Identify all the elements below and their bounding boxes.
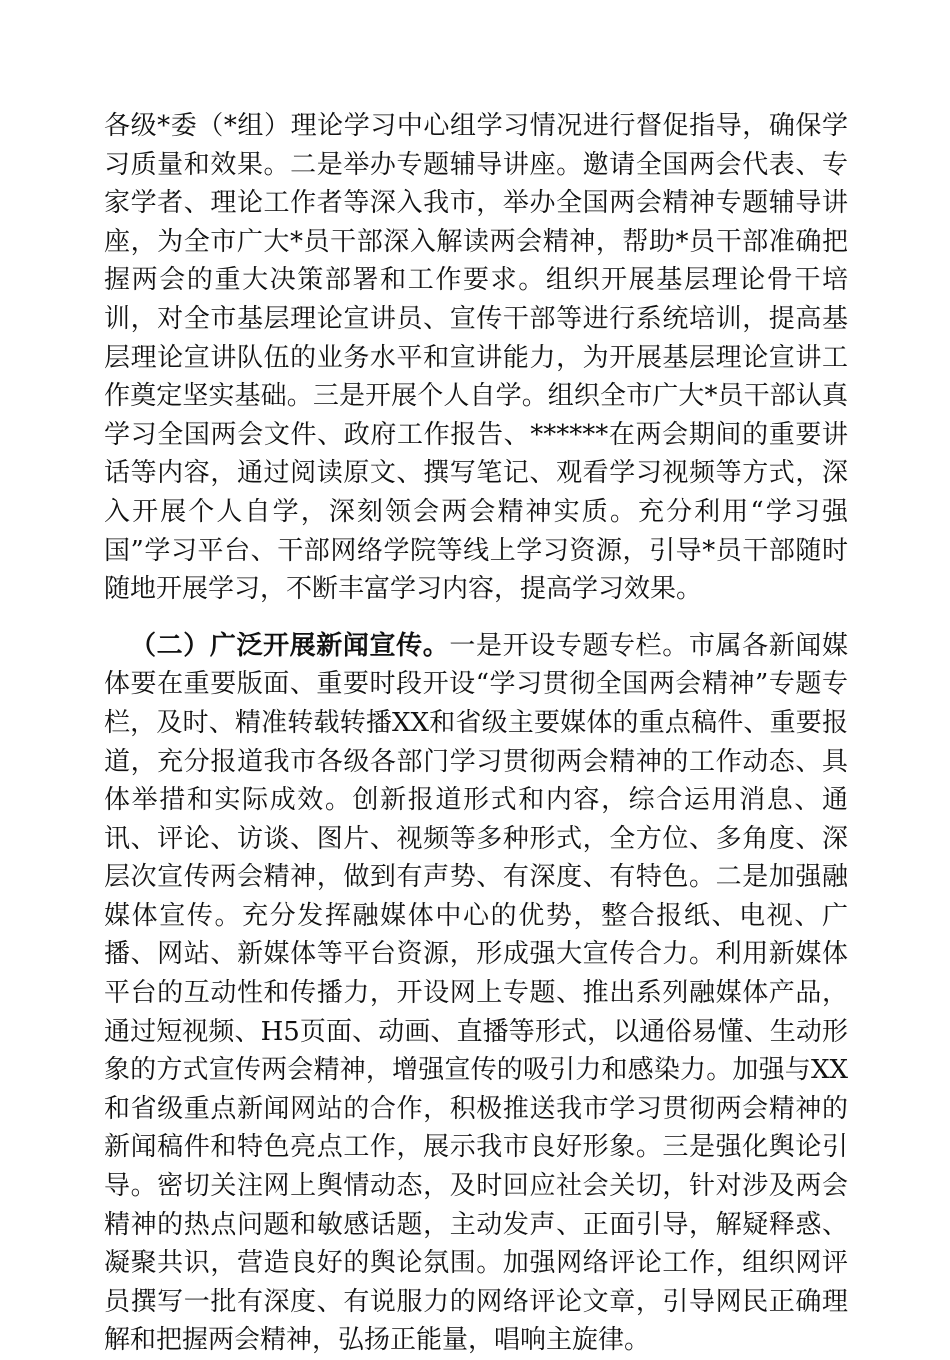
section-heading: （二）广泛开展新闻宣传。 — [130, 630, 450, 661]
paragraph-body: 一是开设专题专栏。市属各新闻媒体要在重要版面、重要时段开设“学习贯彻全国两会精神”专题专栏，及时、精准转载转播XX和省级主要媒体的重点稿件、重要报道，充分报道我市各级各部门学习贯彻两会精神的工作动态、具体举措和实际成效。创新报道形式和内容，综合运用消息、通讯、评论、访谈、图片、视频等多种形式，全方位、多角度、深层次宣传两会精神，做到有声势、有深度、有特色。二是加强融媒体宣传。充分发挥融媒体中心的优势，整合报纸、电视、广播、网站、新媒体等平台资源，形成强大宣传合力。利用新媒体平台的互动性和传播力，开设网上专题、推出系列融媒体产品，通过短视频、H5页面、动画、直播等形式，以通俗易懂、生动形象的方式宣传两会精神，增强宣传的吸引力和感染力。加强与XX和省级重点新闻网站的合作，积极推送我市学习贯彻两会精神的新闻稿件和特色亮点工作，展示我市良好形象。三是强化舆论引导。密切关注网上舆情动态，及时回应社会关切，针对涉及两会精神的热点问题和敏感话题，主动发声、正面引导，解疑释惑、凝聚共识，营造良好的舆论氛围。加强网络评论工作，组织网评员撰写一批有深度、有说服力的网络评论文章，引导网民正确理解和把握两会精神，弘扬正能量，唱响主旋律。 — [104, 630, 848, 1356]
document-page — [104, 107, 848, 1360]
paragraph-news-publicity — [104, 627, 848, 1360]
paragraph-study: 各级*委（*组）理论学习中心组学习情况进行督促指导，确保学习质量和效果。二是举办专题辅导讲座。邀请全国两会代表、专家学者、理论工作者等深入我市，举办全国两会精神专题辅导讲座，为全市广大*员干部深入解读两会精神，帮助*员干部准确把握两会的重大决策部署和工作要求。组织开展基层理论骨干培训，对全市基层理论宣讲员、宣传干部等进行系统培训，提高基层理论宣讲队伍的业务水平和宣讲能力，为开展基层理论宣讲工作奠定坚实基础。三是开展个人自学。组织全市广大*员干部认真学习全国两会文件、政府工作报告、******在两会期间的重要讲话等内容，通过阅读原文、撰写笔记、观看学习视频等方式，深入开展个人自学，深刻领会两会精神实质。充分利用“学习强国”学习平台、干部网络学院等线上学习资源，引导*员干部随时随地开展学习，不断丰富学习内容，提高学习效果。 — [104, 111, 848, 605]
